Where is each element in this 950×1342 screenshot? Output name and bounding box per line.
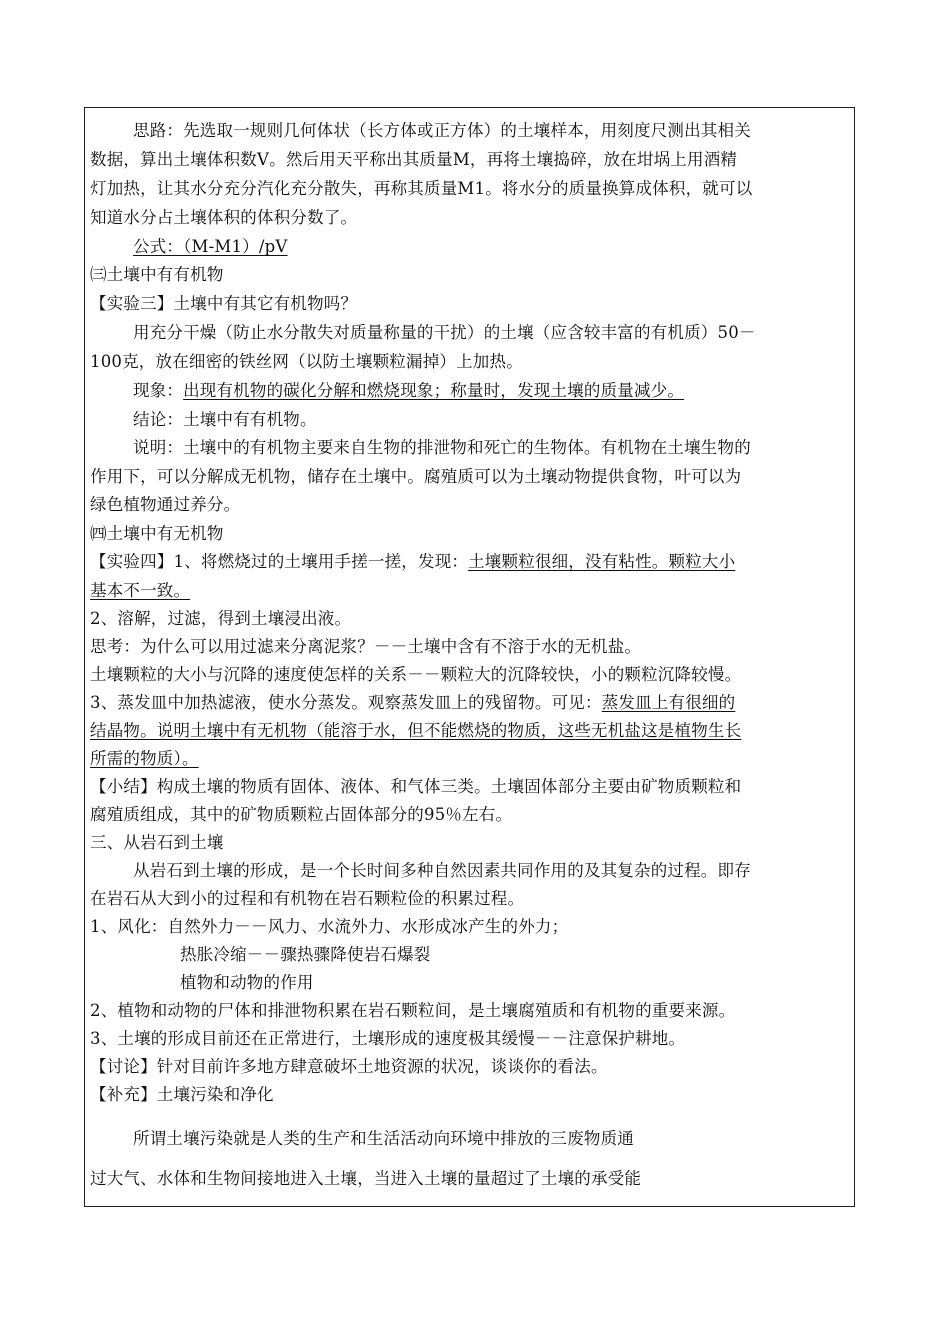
text-line: 腐殖质组成，其中的矿物质颗粒占固体部分的95％左右。 bbox=[90, 805, 513, 824]
text-line: 思考：为什么可以用过滤来分离泥浆？－－土壤中含有不溶于水的无机盐。 bbox=[90, 637, 642, 656]
text-line: 过大气、水体和生物间接地进入土壤，当进入土壤的量超过了土壤的承受能 bbox=[90, 1169, 642, 1188]
summary-line: 【小结】构成土壤的物质有固体、液体、和气体三类。土壤固体部分主要由矿物质颗粒和 bbox=[90, 777, 742, 796]
text-line: 在岩石从大到小的过程和有机物在岩石颗粒俭的积累过程。 bbox=[90, 889, 525, 908]
experiment-line bbox=[90, 552, 735, 572]
experiment-answer: 土壤颗粒很细，没有粘性。颗粒大小 bbox=[468, 552, 736, 571]
text-line: 所谓土壤污染就是人类的生产和生活活动向环境中排放的三废物质通 bbox=[133, 1129, 634, 1148]
text-line: 2、溶解，过滤，得到土壤浸出液。 bbox=[90, 609, 352, 628]
text-line: 思路：先选取一规则几何体状（长方体或正方体）的土壤样本，用刻度尺测出其相关 bbox=[133, 121, 751, 140]
text-line: 热胀冷缩－－骤热骤降使岩石爆裂 bbox=[180, 945, 431, 964]
text-line: 1、风化：自然外力－－风力、水流外力、水形成冰产生的外力； bbox=[90, 917, 569, 936]
experiment-line bbox=[90, 693, 735, 713]
text-line: 知道水分占土壤体积的体积分数了。 bbox=[90, 208, 358, 227]
experiment-prefix: 3、蒸发皿中加热滤液，使水分蒸发。观察蒸发皿上的残留物。可见： bbox=[90, 693, 602, 712]
text-line: 作用下，可以分解成无机物，储存在土壤中。腐殖质可以为土壤动物提供食物，叶可以为 bbox=[90, 467, 742, 486]
section-heading: ㈣土壤中有无机物 bbox=[90, 524, 224, 543]
experiment-answer-continued: 结晶物。说明土壤中有无机物（能溶于水，但不能燃烧的物质，这些无机盐这是植物生长 bbox=[90, 721, 742, 740]
supplement-heading: 【补充】土壤污染和净化 bbox=[90, 1085, 274, 1104]
experiment-answer-continued: 所需的物质）。 bbox=[90, 749, 199, 768]
section-heading: ㈢土壤中有有机物 bbox=[90, 265, 224, 284]
observation-line bbox=[133, 381, 684, 401]
discussion-line: 【讨论】针对目前许多地方肆意破坏土地资源的状况，谈谈你的看法。 bbox=[90, 1057, 608, 1076]
experiment-answer: 蒸发皿上有很细的 bbox=[601, 693, 736, 712]
formula-line: 公式：（M-M1）/pV bbox=[133, 237, 288, 256]
experiment-prefix: 【实验四】1、将燃烧过的土壤用手搓一搓，发现： bbox=[90, 552, 469, 571]
text-line: 土壤颗粒的大小与沉降的速度使怎样的关系－－颗粒大的沉降较快，小的颗粒沉降较慢。 bbox=[90, 665, 742, 684]
experiment-heading: 【实验三】土壤中有其它有机物吗？ bbox=[90, 294, 358, 313]
text-line: 绿色植物通过养分。 bbox=[90, 495, 241, 514]
text-line: 灯加热，让其水分充分汽化充分散失，再称其质量M1。将水分的质量换算成体积，就可以 bbox=[90, 179, 753, 198]
text-line: 数据，算出土壤体积数V。然后用天平称出其质量M，再将土壤捣碎，放在坩埚上用酒精 bbox=[90, 150, 738, 169]
text-line: 说明：土壤中的有机物主要来自生物的排泄物和死亡的生物体。有机物在土壤生物的 bbox=[133, 438, 751, 457]
text-line: 植物和动物的作用 bbox=[180, 973, 314, 992]
text-line: 3、土壤的形成目前还在正常进行，土壤形成的速度极其缓慢－－注意保护耕地。 bbox=[90, 1029, 686, 1048]
observation-label: 现象： bbox=[133, 381, 184, 400]
observation-answer: 出现有机物的碳化分解和燃烧现象；称量时，发现土壤的质量减少。 bbox=[183, 381, 685, 400]
text-line: 2、植物和动物的尸体和排泄物积累在岩石颗粒间，是土壤腐殖质和有机物的重要来源。 bbox=[90, 1001, 736, 1020]
text-line: 用充分干燥（防止水分散失对质量称量的干扰）的土壤（应含较丰富的有机质）50－ bbox=[133, 323, 756, 342]
experiment-answer-continued: 基本不一致。 bbox=[90, 581, 191, 600]
text-line: 100克，放在细密的铁丝网（以防土壤颗粒漏掉）上加热。 bbox=[90, 352, 523, 371]
text-line: 从岩石到土壤的形成，是一个长时间多种自然因素共同作用的及其复杂的过程。即存 bbox=[133, 861, 751, 880]
section-heading: 三、从岩石到土壤 bbox=[90, 833, 224, 852]
conclusion-line: 结论：土壤中有有机物。 bbox=[133, 410, 317, 429]
